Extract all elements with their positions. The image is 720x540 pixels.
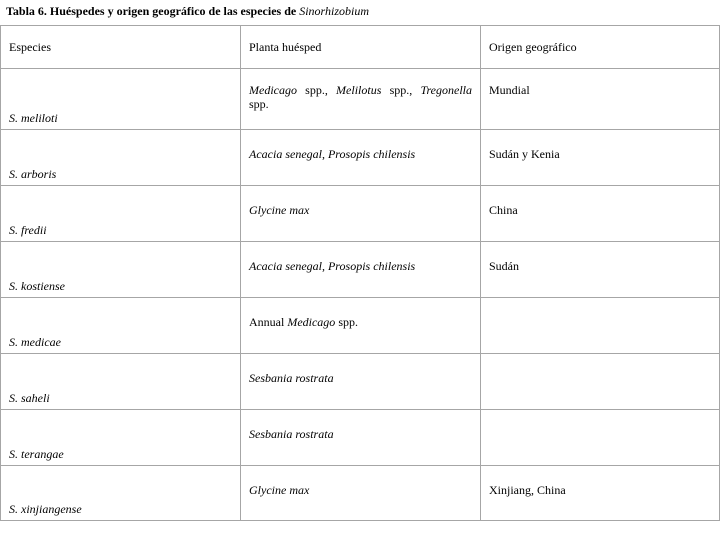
table-row (1, 242, 720, 298)
table-row (1, 466, 720, 521)
host-plant-text: Sesbania rostrata (249, 427, 334, 441)
origin-cell (481, 410, 720, 466)
species-cell (1, 298, 241, 354)
species-name: S. xinjiangense (9, 502, 82, 516)
host-plant-cell (241, 410, 481, 466)
table-row (1, 186, 720, 242)
origin-cell (481, 242, 720, 298)
origin-cell (481, 186, 720, 242)
header-especies: Especies (1, 26, 241, 69)
table-caption (6, 3, 369, 19)
host-plant-text: Medicago (287, 315, 336, 329)
host-plant-text: spp., (381, 83, 421, 97)
species-cell (1, 354, 241, 410)
origin-text: China (489, 203, 518, 217)
species-name: S. medicae (9, 335, 61, 349)
table-row (1, 130, 720, 186)
species-cell (1, 466, 241, 521)
host-plant-text: spp. (249, 97, 269, 111)
table-row (1, 410, 720, 466)
host-plant-text: Acacia senegal, Prosopis chilensis (249, 147, 416, 161)
origin-text: Sudán (489, 259, 519, 273)
species-name: S. terangae (9, 447, 64, 461)
host-plant-text: Tregonella (420, 83, 472, 97)
host-plant-text: spp. (335, 315, 358, 329)
host-plant-text: Glycine max (249, 203, 310, 217)
host-plant-cell (241, 130, 481, 186)
origin-cell (481, 466, 720, 521)
species-cell (1, 186, 241, 242)
host-plant-cell (241, 466, 481, 521)
host-plant-cell (241, 298, 481, 354)
origin-cell (481, 69, 720, 130)
host-plant-cell (241, 354, 481, 410)
species-name: S. fredii (9, 223, 47, 237)
origin-cell (481, 130, 720, 186)
table-row (1, 354, 720, 410)
host-plant-cell (241, 186, 481, 242)
origin-text: Mundial (489, 83, 530, 97)
species-cell (1, 242, 241, 298)
species-name: S. kostiense (9, 279, 65, 293)
host-plant-text: Acacia senegal, Prosopis chilensis (249, 259, 416, 273)
table-body (1, 26, 720, 521)
caption-title: Tabla 6. Huéspedes y origen geográfico de las especies de (6, 4, 297, 18)
species-name: S. meliloti (9, 111, 58, 125)
host-plant-text: Medicago (249, 83, 297, 97)
species-cell (1, 130, 241, 186)
host-plant-text: spp., (296, 83, 337, 97)
table-row (1, 69, 720, 130)
table-row (1, 298, 720, 354)
species-name: S. saheli (9, 391, 50, 405)
species-cell (1, 410, 241, 466)
caption-genus: Sinorhizobium (299, 4, 370, 18)
host-plant-text: Glycine max (249, 483, 310, 497)
host-plant-text: Sesbania rostrata (249, 371, 334, 385)
header-planta-huesped: Planta huésped (241, 26, 481, 69)
header-origen-geografico: Origen geográfico (481, 26, 720, 69)
host-plant-text: Melilotus (336, 83, 382, 97)
origin-cell (481, 354, 720, 410)
table-header-row (1, 26, 720, 69)
origin-text: Sudán y Kenia (489, 147, 560, 161)
origin-cell (481, 298, 720, 354)
host-plant-cell (241, 69, 481, 130)
species-name: S. arboris (9, 167, 57, 181)
origin-text: Xinjiang, China (489, 483, 566, 497)
species-cell (1, 69, 241, 130)
host-plant-cell (241, 242, 481, 298)
host-plant-text: Annual (249, 315, 288, 329)
species-table (0, 25, 720, 521)
